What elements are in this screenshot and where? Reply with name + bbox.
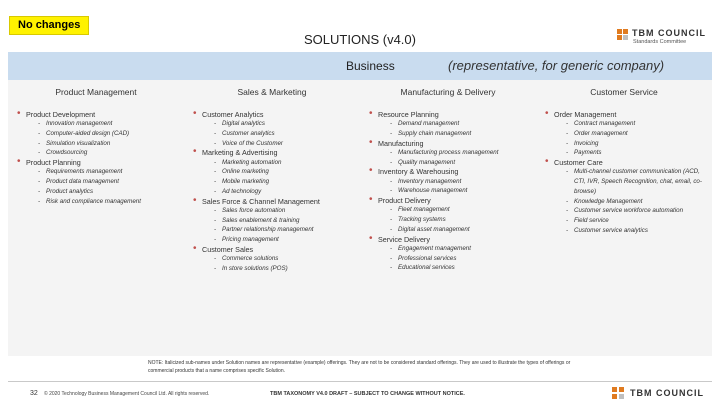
offering-item: - Warehouse management — [390, 186, 534, 196]
solution-item — [370, 196, 534, 234]
offering-list — [554, 119, 710, 158]
solution-item — [370, 167, 534, 196]
offering-item: - Contract management — [566, 119, 710, 129]
offering-list — [378, 244, 534, 273]
solution-item — [546, 158, 710, 235]
solution-item — [194, 245, 358, 274]
solution-label: Manufacturing — [378, 138, 424, 148]
page-title: SOLUTIONS (v4.0) — [304, 32, 416, 47]
solution-label: Customer Analytics — [202, 110, 264, 119]
solution-label: Customer Sales — [202, 244, 254, 254]
logo-brand: TBM COUNCIL — [632, 28, 706, 38]
offering-item: - Partner relationship management — [214, 225, 358, 235]
offering-list — [26, 167, 182, 206]
solution-list — [18, 110, 182, 206]
solution-list — [546, 110, 710, 235]
offering-list — [202, 254, 358, 273]
offering-list — [202, 206, 358, 245]
offering-item: - Professional services — [390, 254, 534, 264]
offering-item: - Product analytics — [38, 187, 182, 197]
offering-item: - Online marketing — [214, 167, 358, 177]
solution-label: Product Development — [26, 110, 96, 119]
tbm-council-logo — [617, 26, 711, 48]
offering-item: - Ad technology — [214, 187, 358, 197]
footer-logo — [612, 385, 712, 401]
slide-footer — [8, 384, 712, 404]
offering-item: - Sales enablement & training — [214, 216, 358, 226]
offering-item: - Computer-aided design (CAD) — [38, 129, 182, 139]
offering-list — [378, 119, 534, 138]
offering-list — [202, 158, 358, 197]
offering-item: - Order management — [566, 129, 710, 139]
band-label: Business — [346, 59, 395, 73]
solution-item — [194, 197, 358, 245]
column-heading: Customer Service — [590, 87, 658, 97]
solution-column — [8, 80, 184, 356]
page-number: 32 — [30, 390, 38, 397]
offering-item: - Multi-channel customer communication (ACD, CTI, IVR, Speech Recognition, chat, email, co-browse) — [566, 167, 710, 196]
solution-label: Product Delivery — [378, 196, 431, 206]
solution-list — [194, 110, 358, 273]
offering-item: - Mobile marketing — [214, 177, 358, 187]
offering-item: - Manufacturing process management — [390, 148, 534, 158]
offering-list — [378, 205, 534, 234]
offering-item: - Fleet management — [390, 205, 534, 215]
offering-item: - Payments — [566, 148, 710, 158]
tbm-logo-icon — [617, 29, 628, 40]
offering-item: - Educational services — [390, 263, 534, 273]
offering-item: - Knowledge Management — [566, 197, 710, 207]
solution-label: Marketing & Advertising — [202, 148, 278, 158]
column-heading: Manufacturing & Delivery — [400, 87, 496, 97]
offering-item: - Requirements management — [38, 167, 182, 177]
solution-label: Service Delivery — [378, 234, 430, 244]
solution-item — [18, 110, 182, 158]
offering-list — [378, 148, 534, 167]
offering-item: - Digital analytics — [214, 119, 358, 129]
solution-label: Order Management — [554, 110, 617, 119]
offering-item: - Simulation visualization — [38, 139, 182, 149]
offering-item: - Engagement management — [390, 244, 534, 254]
column-heading: Sales & Marketing — [237, 87, 307, 97]
solution-label: Resource Planning — [378, 110, 439, 119]
offering-item: - Quality management — [390, 158, 534, 168]
offering-item: - Customer service analytics — [566, 226, 710, 236]
band-subtitle: (representative, for generic company) — [448, 58, 665, 73]
offering-item: - Invoicing — [566, 139, 710, 149]
offering-item: - Inventory management — [390, 177, 534, 187]
logo-subtitle: Standards Committee — [633, 39, 687, 45]
offering-item: - Digital asset management — [390, 225, 534, 235]
solution-column — [536, 80, 712, 356]
offering-item: - Commerce solutions — [214, 254, 358, 264]
column-heading: Product Management — [55, 87, 137, 97]
footnote: NOTE: Italicized sub-names under Solution names are representative (example) offerings. They are not to be considered standard offerings. They are used to illustrate the types of offerings or commercial products that a name comprises specific Solution. — [148, 360, 571, 374]
solution-column — [360, 80, 536, 356]
solution-item — [370, 139, 534, 168]
solution-column — [184, 80, 360, 356]
offering-item: - Risk and compliance management — [38, 197, 182, 207]
solution-item — [194, 148, 358, 196]
solutions-columns — [8, 80, 712, 356]
offering-list — [554, 167, 710, 235]
footer-brand: TBM COUNCIL — [630, 388, 704, 398]
offering-item: - Product data management — [38, 177, 182, 187]
solution-item — [546, 110, 710, 158]
offering-list — [378, 177, 534, 196]
offering-item: - Customer analytics — [214, 129, 358, 139]
status-badge: No changes — [9, 16, 89, 35]
offering-item: - Tracking systems — [390, 215, 534, 225]
offering-item: - Demand management — [390, 119, 534, 129]
copyright-text: © 2020 Technology Business Management Council Ltd. All rights reserved. — [44, 391, 210, 397]
offering-item: - Marketing automation — [214, 158, 358, 168]
offering-item: - Voice of the Customer — [214, 139, 358, 149]
offering-list — [202, 119, 358, 148]
business-band — [8, 52, 712, 80]
tbm-logo-icon — [612, 387, 624, 399]
offering-item: - Field service — [566, 216, 710, 226]
offering-item: - Pricing management — [214, 235, 358, 245]
solution-item — [370, 110, 534, 139]
solution-item — [18, 158, 182, 206]
solution-list — [370, 110, 534, 273]
solution-label: Inventory & Warehousing — [378, 167, 459, 177]
draft-notice: TBM TAXONOMY V4.0 DRAFT – SUBJECT TO CHANGE WITHOUT NOTICE. — [270, 391, 465, 397]
offering-item: - Sales force automation — [214, 206, 358, 216]
footer-divider — [8, 381, 712, 382]
offering-item: - In store solutions (POS) — [214, 264, 358, 274]
offering-item: - Innovation management — [38, 119, 182, 129]
solution-label: Customer Care — [554, 158, 603, 168]
offering-item: - Customer service workforce automation — [566, 206, 710, 216]
offering-item: - Crowdsourcing — [38, 148, 182, 158]
solution-item — [370, 235, 534, 273]
offering-list — [26, 119, 182, 158]
offering-item: - Supply chain management — [390, 129, 534, 139]
solution-label: Product Planning — [26, 158, 81, 168]
solution-label: Sales Force & Channel Management — [202, 196, 320, 206]
solution-item — [194, 110, 358, 148]
